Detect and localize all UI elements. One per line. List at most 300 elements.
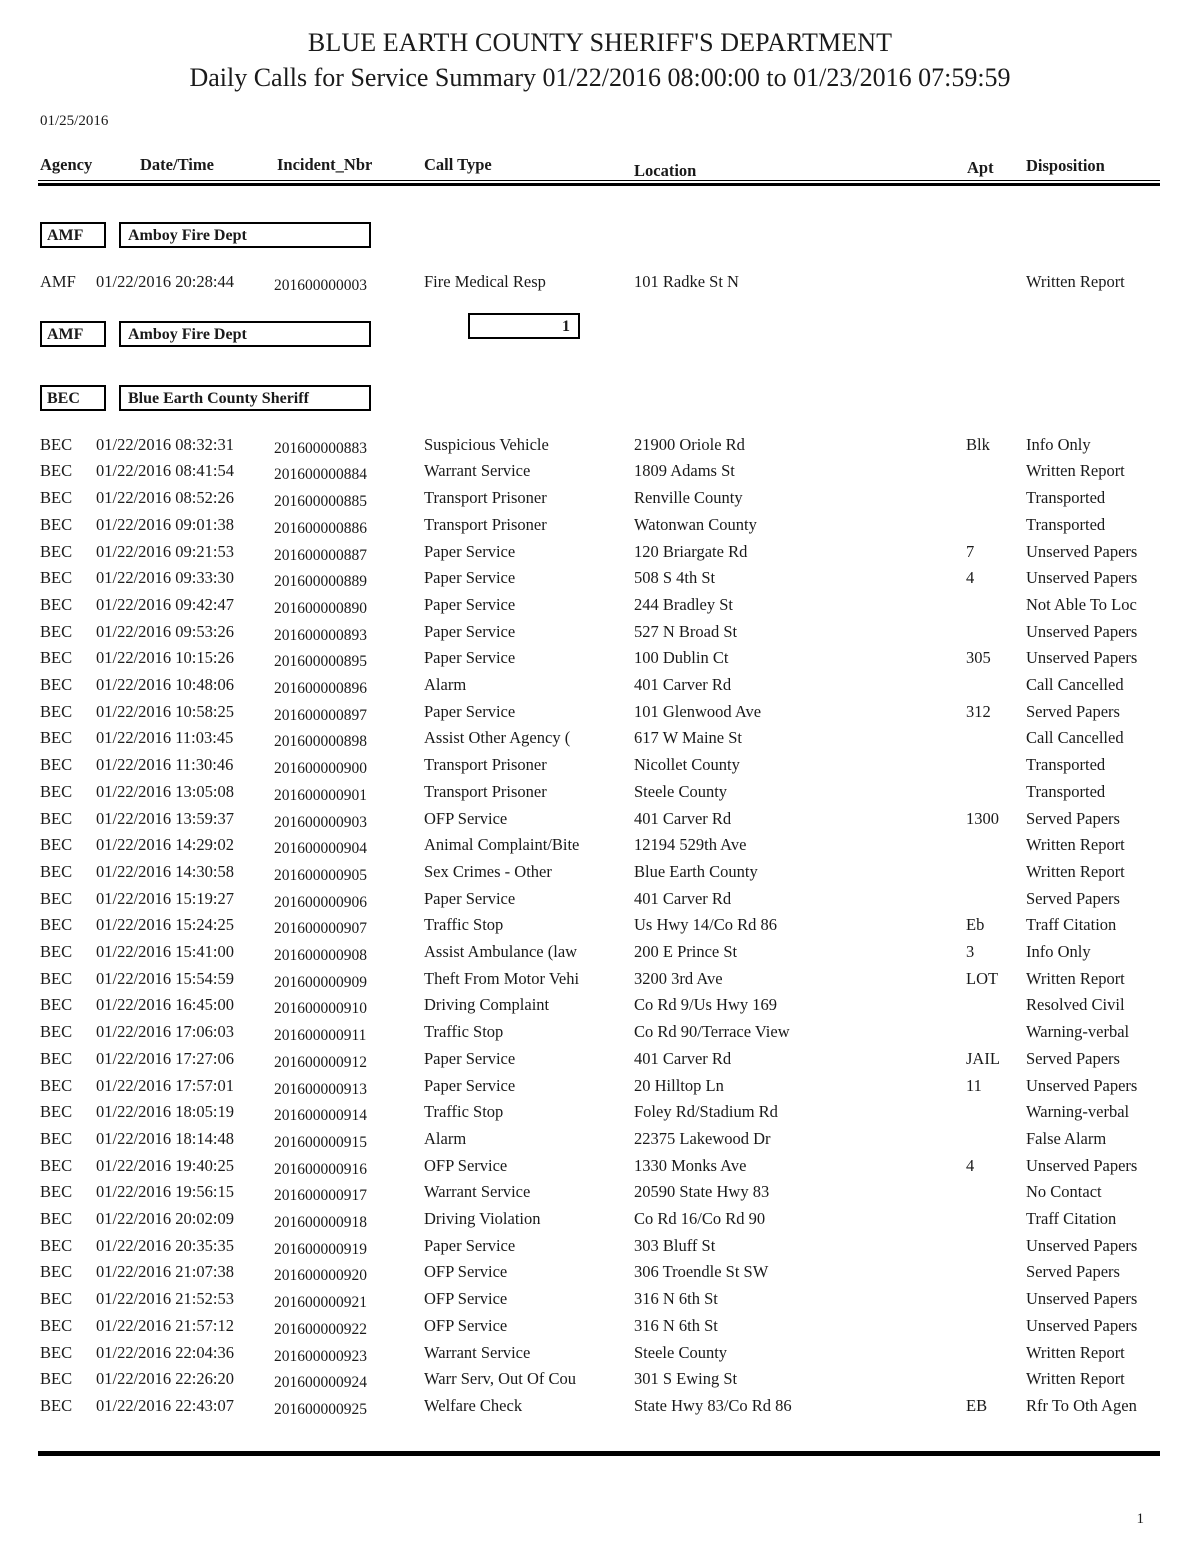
cell-location: 120 Briargate Rd xyxy=(634,541,748,561)
table-row xyxy=(0,944,1200,971)
table-row xyxy=(0,1155,1200,1185)
table-row xyxy=(0,1395,1200,1425)
cell-agency: BEC xyxy=(40,1315,73,1335)
cell-apt: 3 xyxy=(966,942,975,961)
cell-agency: BEC xyxy=(40,594,73,614)
table-row xyxy=(0,434,1200,464)
cell-datetime: 01/22/2016 13:05:08 xyxy=(96,781,234,801)
cell-call-type: Animal Complaint/Bite xyxy=(424,835,580,855)
cell-incident-nbr: 201600000924 xyxy=(274,1374,367,1392)
cell-incident-nbr: 201600000923 xyxy=(274,1347,367,1365)
cell-location: 316 N 6th St xyxy=(634,1315,718,1335)
cell-location: 20 Hilltop Ln xyxy=(634,1075,724,1095)
cell-call-type: Sex Crimes - Other xyxy=(424,861,552,881)
cell-incident-nbr: 201600000897 xyxy=(274,706,367,724)
cell-agency: BEC xyxy=(40,968,73,988)
cell-agency: BEC xyxy=(40,1128,73,1148)
cell-datetime: 01/22/2016 22:04:36 xyxy=(96,1342,234,1362)
table-row xyxy=(0,837,1200,864)
cell-datetime: 01/22/2016 09:53:26 xyxy=(96,621,234,641)
cell-datetime: 01/22/2016 17:06:03 xyxy=(96,1022,234,1042)
cell-call-type: Transport Prisoner xyxy=(424,488,547,508)
cell-datetime: 01/22/2016 21:52:53 xyxy=(96,1289,234,1309)
cell-apt: Blk xyxy=(966,434,990,454)
cell-apt: 7 xyxy=(966,541,975,561)
cell-location: 20590 State Hwy 83 xyxy=(634,1182,770,1202)
cell-datetime: 01/22/2016 15:19:27 xyxy=(96,888,234,908)
cell-location: 1330 Monks Ave xyxy=(634,1155,747,1175)
cell-datetime: 01/22/2016 09:01:38 xyxy=(96,514,234,534)
agency-group-footer xyxy=(40,321,371,347)
cell-call-type: Alarm xyxy=(424,1128,467,1148)
table-row xyxy=(0,701,1200,731)
cell-call-type: Welfare Check xyxy=(424,1395,523,1415)
cell-disposition: Unserved Papers xyxy=(1026,1289,1138,1309)
cell-call-type: Traffic Stop xyxy=(424,1102,504,1122)
table-row xyxy=(0,808,1200,838)
cell-datetime: 01/22/2016 17:57:01 xyxy=(96,1075,234,1095)
cell-location: 527 N Broad St xyxy=(634,621,738,641)
cell-location: Co Rd 90/Terrace View xyxy=(634,1022,790,1042)
cell-call-type: OFP Service xyxy=(424,1289,508,1309)
table-row xyxy=(0,541,1200,571)
cell-call-type: Paper Service xyxy=(424,1235,516,1255)
cell-location: 101 Glenwood Ave xyxy=(634,701,762,721)
cell-incident-nbr: 201600000912 xyxy=(274,1053,367,1071)
cell-datetime: 01/22/2016 19:56:15 xyxy=(96,1182,234,1202)
cell-location: 401 Carver Rd xyxy=(634,675,732,694)
agency-code-box xyxy=(40,385,106,411)
cell-agency: BEC xyxy=(40,888,73,908)
cell-call-type: Paper Service xyxy=(424,1075,516,1095)
cell-datetime: 01/22/2016 15:24:25 xyxy=(96,915,234,935)
cell-incident-nbr: 201600000904 xyxy=(274,840,367,858)
cell-incident-nbr: 201600000886 xyxy=(274,519,367,537)
cell-incident-nbr: 201600000884 xyxy=(274,466,367,484)
cell-disposition: Not Able To Loc xyxy=(1026,594,1137,614)
cell-location: 306 Troendle St SW xyxy=(634,1262,769,1282)
cell-agency: AMF xyxy=(40,272,76,291)
cell-agency: BEC xyxy=(40,568,73,588)
cell-call-type: Traffic Stop xyxy=(424,915,504,935)
cell-datetime: 01/22/2016 20:28:44 xyxy=(96,272,234,291)
table-row xyxy=(0,1371,1200,1398)
cell-location: 617 W Maine St xyxy=(634,728,743,748)
table-row xyxy=(0,1184,1200,1211)
cell-call-type: OFP Service xyxy=(424,808,508,828)
cell-location: 200 E Prince St xyxy=(634,942,738,961)
cell-location: Watonwan County xyxy=(634,514,757,534)
cell-location: 22375 Lakewood Dr xyxy=(634,1128,771,1148)
header-rule xyxy=(38,180,1160,186)
table-row xyxy=(0,570,1200,597)
cell-location: 244 Bradley St xyxy=(634,594,733,614)
cell-call-type: Transport Prisoner xyxy=(424,781,547,801)
column-header-call-type: Call Type xyxy=(424,155,492,174)
cell-call-type: Driving Violation xyxy=(424,1209,541,1228)
table-row xyxy=(0,861,1200,891)
cell-call-type: Paper Service xyxy=(424,1048,516,1068)
table-row xyxy=(0,1128,1200,1158)
cell-agency: BEC xyxy=(40,541,73,561)
table-row xyxy=(0,490,1200,517)
table-row xyxy=(0,1048,1200,1078)
cell-incident-nbr: 201600000915 xyxy=(274,1133,367,1151)
cell-datetime: 01/22/2016 18:14:48 xyxy=(96,1128,234,1148)
cell-apt: 11 xyxy=(966,1075,982,1095)
cell-datetime: 01/22/2016 20:02:09 xyxy=(96,1209,234,1228)
cell-call-type: Paper Service xyxy=(424,594,516,614)
cell-incident-nbr: 201600000895 xyxy=(274,653,367,671)
cell-agency: BEC xyxy=(40,1022,73,1042)
cell-datetime: 01/22/2016 10:58:25 xyxy=(96,701,234,721)
cell-disposition: Traff Citation xyxy=(1026,915,1117,935)
cell-agency: BEC xyxy=(40,1235,73,1255)
cell-disposition: Transported xyxy=(1026,514,1106,534)
cell-disposition: Unserved Papers xyxy=(1026,541,1138,561)
cell-datetime: 01/22/2016 09:33:30 xyxy=(96,568,234,588)
agency-call-count-box-label: 1 xyxy=(562,317,570,335)
cell-apt: Eb xyxy=(966,915,985,935)
cell-call-type: Paper Service xyxy=(424,888,516,908)
cell-datetime: 01/22/2016 22:26:20 xyxy=(96,1369,234,1389)
cell-incident-nbr: 201600000914 xyxy=(274,1107,367,1125)
cell-agency: BEC xyxy=(40,488,73,508)
cell-disposition: Written Report xyxy=(1026,1369,1125,1389)
cell-incident-nbr: 201600000916 xyxy=(274,1160,367,1178)
cell-disposition: Transported xyxy=(1026,781,1106,801)
cell-call-type: Fire Medical Resp xyxy=(424,272,546,291)
cell-disposition: Served Papers xyxy=(1026,808,1120,828)
agency-code-box-footer xyxy=(40,321,106,347)
cell-datetime: 01/22/2016 10:15:26 xyxy=(96,648,234,668)
cell-agency: BEC xyxy=(40,1075,73,1095)
cell-incident-nbr: 201600000909 xyxy=(274,973,367,991)
cell-incident-nbr: 201600000898 xyxy=(274,733,367,751)
cell-disposition: Served Papers xyxy=(1026,888,1120,908)
cell-incident-nbr: 201600000917 xyxy=(274,1187,367,1205)
cell-call-type: Transport Prisoner xyxy=(424,514,547,534)
cell-datetime: 01/22/2016 11:03:45 xyxy=(96,728,234,748)
cell-datetime: 01/22/2016 10:48:06 xyxy=(96,675,234,694)
cell-call-type: Paper Service xyxy=(424,648,516,668)
cell-location: Co Rd 9/Us Hwy 169 xyxy=(634,995,778,1015)
table-row xyxy=(0,650,1200,677)
cell-call-type: Warrant Service xyxy=(424,1182,531,1202)
table-row xyxy=(0,621,1200,651)
cell-call-type: Traffic Stop xyxy=(424,1022,504,1042)
cell-location: 100 Dublin Ct xyxy=(634,648,729,668)
cell-disposition: Warning-verbal xyxy=(1026,1102,1130,1122)
cell-disposition: Info Only xyxy=(1026,434,1091,454)
column-header-location: Location xyxy=(634,161,697,180)
cell-agency: BEC xyxy=(40,1262,73,1282)
cell-incident-nbr: 201600000906 xyxy=(274,893,367,911)
table-row xyxy=(0,781,1200,811)
cell-disposition: Unserved Papers xyxy=(1026,568,1138,588)
cell-disposition: Unserved Papers xyxy=(1026,1235,1138,1255)
agency-call-count-box xyxy=(468,313,580,339)
cell-location: 401 Carver Rd xyxy=(634,808,732,828)
cell-incident-nbr: 201600000920 xyxy=(274,1267,367,1285)
cell-agency: BEC xyxy=(40,995,73,1015)
cell-disposition: Served Papers xyxy=(1026,1048,1120,1068)
cell-incident-nbr: 201600000908 xyxy=(274,947,367,964)
cell-location: 21900 Oriole Rd xyxy=(634,434,745,454)
cell-call-type: Warrant Service xyxy=(424,1342,531,1362)
table-row xyxy=(0,1291,1200,1318)
cell-agency: BEC xyxy=(40,861,73,881)
cell-datetime: 01/22/2016 20:35:35 xyxy=(96,1235,234,1255)
cell-apt: LOT xyxy=(966,968,999,988)
cell-disposition: No Contact xyxy=(1026,1182,1102,1202)
agency-name-box xyxy=(119,385,371,411)
agency-code-box-label: BEC xyxy=(47,389,80,407)
cell-apt: EB xyxy=(966,1395,988,1415)
cell-disposition: Traff Citation xyxy=(1026,1209,1117,1228)
cell-call-type: Paper Service xyxy=(424,621,516,641)
column-header-apt: Apt xyxy=(967,158,994,177)
agency-code-box-footer-label: AMF xyxy=(47,325,84,343)
cell-location: 1809 Adams St xyxy=(634,461,735,481)
cell-call-type: OFP Service xyxy=(424,1155,508,1175)
cell-disposition: Written Report xyxy=(1026,1342,1125,1362)
table-row xyxy=(0,463,1200,490)
column-header-incident-nbr: Incident_Nbr xyxy=(277,155,373,174)
report-run-date: 01/25/2016 xyxy=(40,113,109,129)
cell-disposition: Resolved Civil xyxy=(1026,995,1125,1015)
cell-call-type: Transport Prisoner xyxy=(424,755,547,775)
cell-agency: BEC xyxy=(40,1369,73,1389)
cell-datetime: 01/22/2016 09:42:47 xyxy=(96,594,234,614)
column-header-datetime: Date/Time xyxy=(140,155,214,174)
agency-code-box-label: AMF xyxy=(47,227,84,244)
cell-disposition: Written Report xyxy=(1026,272,1125,291)
cell-disposition: Written Report xyxy=(1026,861,1125,881)
cell-call-type: Paper Service xyxy=(424,568,516,588)
cell-datetime: 01/22/2016 11:30:46 xyxy=(96,755,234,775)
cell-disposition: Served Papers xyxy=(1026,701,1120,721)
cell-call-type: Driving Complaint xyxy=(424,995,550,1015)
cell-disposition: Written Report xyxy=(1026,835,1125,855)
cell-disposition: Call Cancelled xyxy=(1026,675,1124,694)
cell-agency: BEC xyxy=(40,728,73,748)
cell-datetime: 01/22/2016 21:57:12 xyxy=(96,1315,234,1335)
cell-agency: BEC xyxy=(40,434,73,454)
cell-location: Steele County xyxy=(634,781,728,801)
cell-agency: BEC xyxy=(40,781,73,801)
cell-agency: BEC xyxy=(40,514,73,534)
cell-call-type: Theft From Motor Vehi xyxy=(424,968,580,988)
cell-disposition: Info Only xyxy=(1026,942,1091,961)
cell-datetime: 01/22/2016 09:21:53 xyxy=(96,541,234,561)
cell-incident-nbr: 201600000921 xyxy=(274,1294,367,1312)
cell-agency: BEC xyxy=(40,835,73,855)
cell-datetime: 01/22/2016 19:40:25 xyxy=(96,1155,234,1175)
column-header-agency: Agency xyxy=(40,155,93,174)
agency-group-header xyxy=(40,385,371,411)
cell-incident-nbr: 201600000901 xyxy=(274,786,367,804)
cell-agency: BEC xyxy=(40,648,73,668)
cell-incident-nbr: 201600000003 xyxy=(274,277,367,294)
cell-datetime: 01/22/2016 16:45:00 xyxy=(96,995,234,1015)
cell-incident-nbr: 201600000913 xyxy=(274,1080,367,1098)
cell-agency: BEC xyxy=(40,1209,73,1228)
cell-agency: BEC xyxy=(40,942,73,961)
table-row xyxy=(0,514,1200,544)
cell-disposition: Unserved Papers xyxy=(1026,1315,1138,1335)
cell-location: 401 Carver Rd xyxy=(634,1048,732,1068)
cell-incident-nbr: 201600000910 xyxy=(274,1000,367,1018)
cell-agency: BEC xyxy=(40,1342,73,1362)
cell-agency: BEC xyxy=(40,1102,73,1122)
cell-call-type: Alarm xyxy=(424,675,467,694)
table-row xyxy=(0,1235,1200,1265)
cell-datetime: 01/22/2016 14:29:02 xyxy=(96,835,234,855)
cell-incident-nbr: 201600000887 xyxy=(274,546,367,564)
cell-incident-nbr: 201600000883 xyxy=(274,439,367,457)
cell-disposition: Call Cancelled xyxy=(1026,728,1124,748)
cell-incident-nbr: 201600000900 xyxy=(274,760,367,778)
cell-location: Foley Rd/Stadium Rd xyxy=(634,1102,778,1122)
cell-incident-nbr: 201600000918 xyxy=(274,1214,367,1231)
cell-apt: 4 xyxy=(966,1155,975,1175)
cell-location: 508 S 4th St xyxy=(634,568,716,588)
table-row xyxy=(0,1264,1200,1291)
cell-location: Blue Earth County xyxy=(634,861,758,881)
cell-apt: 1300 xyxy=(966,808,999,828)
cell-call-type: Paper Service xyxy=(424,541,516,561)
page-number: 1 xyxy=(1136,1510,1144,1527)
cell-apt: 4 xyxy=(966,568,975,588)
cell-location: Nicollet County xyxy=(634,755,740,775)
table-row xyxy=(0,1024,1200,1051)
cell-apt: JAIL xyxy=(966,1048,1000,1068)
table-row xyxy=(0,730,1200,757)
cell-location: 3200 3rd Ave xyxy=(634,968,723,988)
cell-disposition: Transported xyxy=(1026,755,1106,775)
cell-location: 303 Bluff St xyxy=(634,1235,716,1255)
cell-agency: BEC xyxy=(40,915,73,935)
table-bottom-rule xyxy=(38,1451,1160,1456)
cell-location: 101 Radke St N xyxy=(634,272,739,291)
agency-name-box-footer xyxy=(119,321,371,347)
cell-datetime: 01/22/2016 13:59:37 xyxy=(96,808,234,828)
cell-call-type: Suspicious Vehicle xyxy=(424,434,549,454)
table-row xyxy=(0,757,1200,784)
table-row xyxy=(0,274,1200,301)
cell-agency: BEC xyxy=(40,755,73,775)
cell-disposition: Warning-verbal xyxy=(1026,1022,1130,1042)
cell-location: Us Hwy 14/Co Rd 86 xyxy=(634,915,778,935)
cell-location: 316 N 6th St xyxy=(634,1289,718,1309)
cell-disposition: Rfr To Oth Agen xyxy=(1026,1395,1137,1415)
cell-location: Co Rd 16/Co Rd 90 xyxy=(634,1209,766,1228)
cell-agency: BEC xyxy=(40,461,73,481)
cell-location: 401 Carver Rd xyxy=(634,888,732,908)
cell-agency: BEC xyxy=(40,1395,73,1415)
cell-agency: BEC xyxy=(40,675,73,694)
cell-datetime: 01/22/2016 18:05:19 xyxy=(96,1102,234,1122)
cell-agency: BEC xyxy=(40,1048,73,1068)
cell-incident-nbr: 201600000893 xyxy=(274,626,367,644)
page-title: BLUE EARTH COUNTY SHERIFF'S DEPARTMENT xyxy=(307,28,893,57)
cell-incident-nbr: 201600000885 xyxy=(274,493,367,511)
cell-location: Renville County xyxy=(634,488,743,508)
cell-location: Steele County xyxy=(634,1342,728,1362)
cell-disposition: Written Report xyxy=(1026,968,1125,988)
agency-name-box-label: Amboy Fire Dept xyxy=(128,227,247,244)
cell-datetime: 01/22/2016 22:43:07 xyxy=(96,1395,234,1415)
cell-incident-nbr: 201600000905 xyxy=(274,866,367,884)
cell-disposition: False Alarm xyxy=(1026,1128,1107,1148)
table-row xyxy=(0,1211,1200,1238)
cell-agency: BEC xyxy=(40,1182,73,1202)
agency-code-box xyxy=(40,222,106,248)
cell-disposition: Transported xyxy=(1026,488,1106,508)
cell-location: State Hwy 83/Co Rd 86 xyxy=(634,1395,792,1415)
cell-call-type: Warrant Service xyxy=(424,461,531,481)
cell-incident-nbr: 201600000896 xyxy=(274,680,367,697)
cell-datetime: 01/22/2016 08:32:31 xyxy=(96,434,234,454)
cell-disposition: Unserved Papers xyxy=(1026,1155,1138,1175)
cell-datetime: 01/22/2016 15:54:59 xyxy=(96,968,234,988)
cell-datetime: 01/22/2016 21:07:38 xyxy=(96,1262,234,1282)
cell-agency: BEC xyxy=(40,1289,73,1309)
cell-incident-nbr: 201600000889 xyxy=(274,573,367,591)
table-row xyxy=(0,917,1200,944)
table-row xyxy=(0,888,1200,918)
cell-datetime: 01/22/2016 15:41:00 xyxy=(96,942,234,961)
cell-incident-nbr: 201600000919 xyxy=(274,1240,367,1258)
cell-datetime: 01/22/2016 14:30:58 xyxy=(96,861,234,881)
page-subtitle: Daily Calls for Service Summary 01/22/2016 08:00:00 to 01/23/2016 07:59:59 xyxy=(189,63,1011,92)
cell-agency: BEC xyxy=(40,1155,73,1175)
table-row xyxy=(0,1315,1200,1345)
table-row xyxy=(0,677,1200,704)
cell-apt: 305 xyxy=(966,648,991,668)
column-header-disposition: Disposition xyxy=(1026,156,1105,175)
table-row xyxy=(0,1075,1200,1105)
cell-disposition: Served Papers xyxy=(1026,1262,1120,1282)
agency-name-box xyxy=(119,222,371,248)
cell-disposition: Written Report xyxy=(1026,461,1125,481)
cell-incident-nbr: 201600000911 xyxy=(274,1027,367,1045)
cell-disposition: Unserved Papers xyxy=(1026,1075,1138,1095)
cell-incident-nbr: 201600000925 xyxy=(274,1400,367,1418)
cell-location: 301 S Ewing St xyxy=(634,1369,738,1389)
cell-agency: BEC xyxy=(40,808,73,828)
table-row xyxy=(0,997,1200,1024)
cell-incident-nbr: 201600000907 xyxy=(274,920,367,938)
cell-incident-nbr: 201600000890 xyxy=(274,599,367,617)
table-row xyxy=(0,968,1200,998)
cell-call-type: Assist Other Agency ( xyxy=(424,728,571,748)
cell-apt: 312 xyxy=(966,701,991,721)
cell-call-type: Assist Ambulance (law xyxy=(424,942,578,961)
cell-location: 12194 529th Ave xyxy=(634,835,747,855)
cell-datetime: 01/22/2016 08:41:54 xyxy=(96,461,234,481)
cell-call-type: OFP Service xyxy=(424,1315,508,1335)
table-row xyxy=(0,594,1200,624)
cell-datetime: 01/22/2016 08:52:26 xyxy=(96,488,234,508)
cell-call-type: Paper Service xyxy=(424,701,516,721)
table-row xyxy=(0,1342,1200,1372)
cell-call-type: OFP Service xyxy=(424,1262,508,1282)
cell-incident-nbr: 201600000922 xyxy=(274,1320,367,1338)
cell-agency: BEC xyxy=(40,621,73,641)
table-row xyxy=(0,1104,1200,1131)
